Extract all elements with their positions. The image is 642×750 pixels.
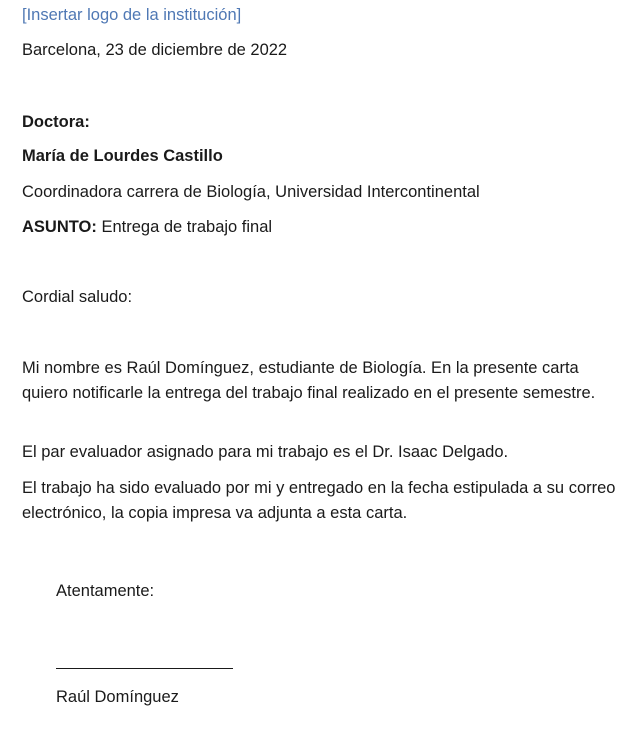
closing: Atentamente: (56, 582, 155, 600)
subject-text: Entrega de trabajo final (96, 218, 273, 236)
place-date: Barcelona, 23 de diciembre de 2022 (22, 41, 288, 59)
signature-name: Raúl Domínguez (56, 688, 179, 706)
greeting: Cordial saludo: (22, 288, 133, 306)
subject-line (22, 215, 272, 239)
subject-label: ASUNTO: (22, 218, 97, 236)
recipient-name: María de Lourdes Castillo (22, 147, 223, 165)
body-paragraph-1: Mi nombre es Raúl Domínguez, estudiante de Biología. En la presente carta quiero notificarle la entrega del trabajo final realizado en el presente semestre. (22, 359, 596, 402)
recipient-position: Coordinadora carrera de Biología, Universidad Intercontinental (22, 183, 480, 201)
body-paragraph-3: El trabajo ha sido evaluado por mi y entregado en la fecha estipulada a su correo electrónico, la copia impresa va adjunta a esta carta. (22, 479, 616, 522)
signature-line (56, 668, 233, 669)
recipient-title: Doctora: (22, 113, 90, 131)
body-paragraph-2: El par evaluador asignado para mi trabajo es el Dr. Isaac Delgado. (22, 443, 509, 461)
logo-placeholder: [Insertar logo de la institución] (22, 6, 242, 24)
